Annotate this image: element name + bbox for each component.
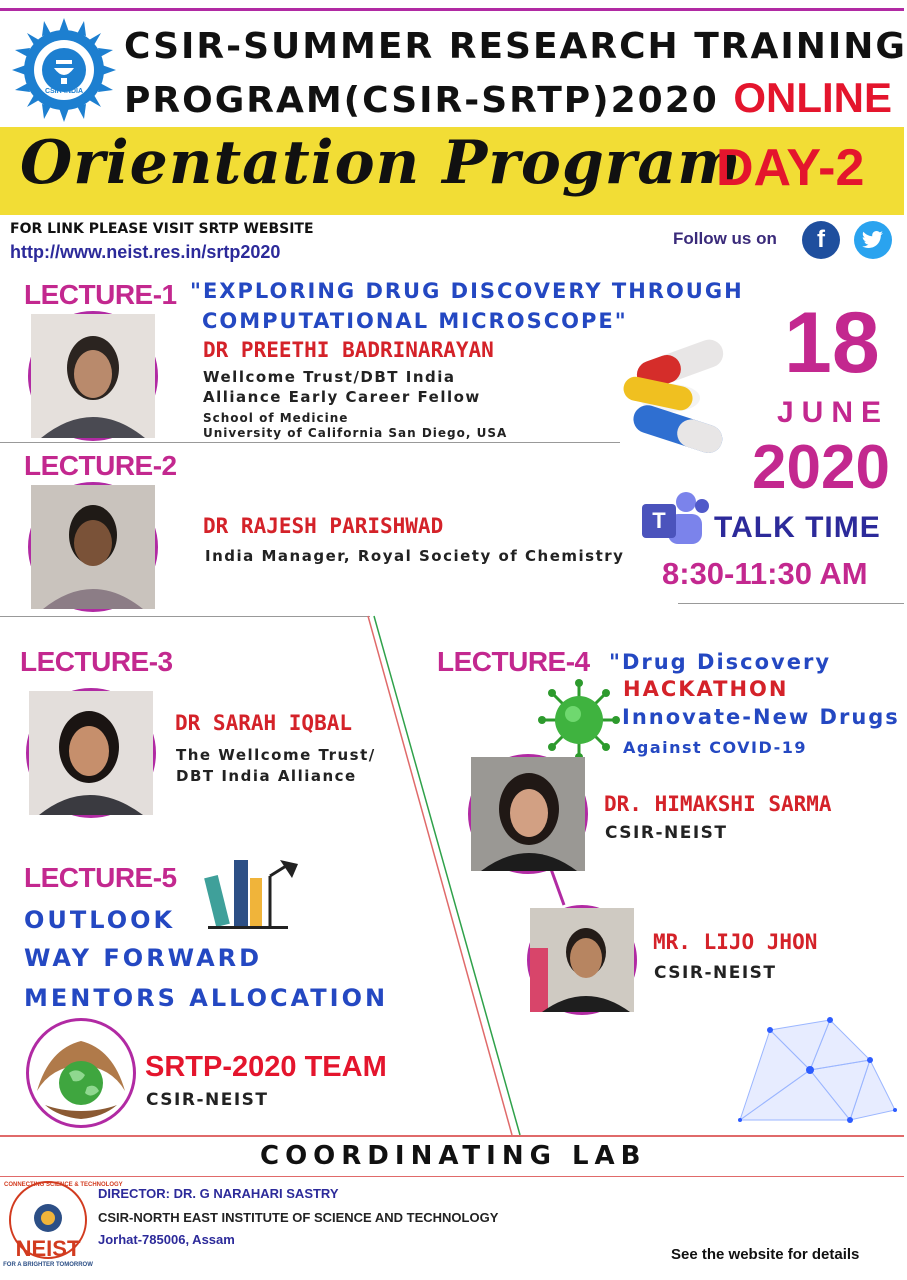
neist-logo-tagline: FOR A BRIGHTER TOMORROW xyxy=(3,1262,93,1268)
network-graphic xyxy=(730,1010,900,1130)
lecture-2-aff1: India Manager, Royal Society of Chemistry xyxy=(205,547,625,565)
lecture-3-speaker: DR SARAH IQBAL xyxy=(175,711,353,735)
neist-logo xyxy=(2,1180,123,1272)
lecture-1-aff4: University of California San Diego, USA xyxy=(203,426,508,440)
lecture-4-title-line2: HACKATHON xyxy=(623,677,789,701)
lecture-4-label: LECTURE-4 xyxy=(437,646,590,677)
lecture-1-aff2: Alliance Early Career Fellow xyxy=(203,388,481,406)
lecture-4-title-line4: Against COVID-19 xyxy=(623,738,807,757)
lecture-1-label: LECTURE-1 xyxy=(24,279,177,310)
talk-time-label: TALK TIME xyxy=(714,511,881,544)
lecture-3-label: LECTURE-3 xyxy=(20,646,173,677)
lecture-4-title-line3: Innovate-New Drugs xyxy=(622,705,900,729)
virus-icon xyxy=(539,680,619,760)
lecture-4-speaker1: DR. HIMAKSHI SARMA xyxy=(604,792,832,816)
talk-time-value: 8:30-11:30 AM xyxy=(662,556,868,591)
lecture-5-item1: OUTLOOK xyxy=(24,906,176,934)
orientation-title: Orientation Program xyxy=(20,128,742,198)
neist-logo-text: NEIST xyxy=(15,1236,81,1261)
lecture-5-item3: MENTORS ALLOCATION xyxy=(24,984,389,1012)
date-year: 2020 xyxy=(752,433,890,502)
speaker-photo-sarah xyxy=(26,688,156,818)
address-label: Jorhat-785006, Assam xyxy=(98,1232,235,1247)
program-title-line1: CSIR-SUMMER RESEARCH TRAINING xyxy=(124,26,907,67)
lecture-4-title-line1: "Drug Discovery xyxy=(609,650,832,674)
lecture-4-speaker2: MR. LIJO JHON xyxy=(653,930,818,954)
lecture-3-aff1: The Wellcome Trust/ xyxy=(176,746,376,764)
lecture-1-title-line2: COMPUTATIONAL MICROSCOPE" xyxy=(202,309,628,333)
books-lamp-icon xyxy=(204,856,300,930)
lecture-1-aff1: Wellcome Trust/DBT India xyxy=(203,368,456,386)
lecture-1-speaker: DR PREETHI BADRINARAYAN xyxy=(203,338,494,362)
lecture-2-speaker: DR RAJESH PARISHWAD xyxy=(203,514,444,538)
speaker-photo-lijo xyxy=(527,905,637,1015)
date-month: JUNE xyxy=(777,396,890,429)
lecture-1-title-line1: "EXPLORING DRUG DISCOVERY THROUGH xyxy=(190,279,744,303)
team-aff: CSIR-NEIST xyxy=(146,1090,269,1110)
teams-letter: T xyxy=(652,508,666,533)
date-day: 18 xyxy=(784,295,880,391)
day-label: DAY-2 xyxy=(716,139,865,197)
team-globe-icon xyxy=(26,1018,136,1128)
coordinating-lab-label: COORDINATING LAB xyxy=(260,1141,647,1171)
see-website-label: See the website for details xyxy=(671,1246,860,1263)
director-label: DIRECTOR: DR. G NARAHARI SASTRY xyxy=(98,1186,339,1201)
lecture-5-item2: WAY FORWARD xyxy=(24,944,263,972)
website-link[interactable]: http://www.neist.res.in/srtp2020 xyxy=(10,242,281,262)
csir-logo-text: CSIR-INDIA xyxy=(44,88,84,95)
follow-us-label: Follow us on xyxy=(673,229,777,248)
team-label: SRTP-2020 TEAM xyxy=(145,1051,387,1083)
footer-divider xyxy=(0,1176,904,1177)
facebook-icon[interactable]: f xyxy=(802,221,840,259)
footer-top-line xyxy=(0,1135,904,1137)
institute-label: CSIR-NORTH EAST INSTITUTE OF SCIENCE AND TECHNOLOGY xyxy=(98,1210,499,1225)
link-label: FOR LINK PLEASE VISIT SRTP WEBSITE xyxy=(10,221,314,237)
online-label: ONLINE xyxy=(733,74,893,121)
program-title-text: PROGRAM(CSIR-SRTP)2020 xyxy=(124,80,719,121)
lecture-4-speaker1-aff: CSIR-NEIST xyxy=(605,823,728,843)
lecture-4-speaker2-aff: CSIR-NEIST xyxy=(654,963,777,983)
speaker-photo-himakshi xyxy=(468,754,588,874)
lecture-2-label: LECTURE-2 xyxy=(24,450,177,481)
lecture-1-aff3: School of Medicine xyxy=(203,411,349,425)
lecture-5-label: LECTURE-5 xyxy=(24,862,177,893)
neist-logo-ring-text: CONNECTING SCIENCE & TECHNOLOGY xyxy=(4,1182,123,1188)
lecture-3-aff2: DBT India Alliance xyxy=(176,767,357,785)
